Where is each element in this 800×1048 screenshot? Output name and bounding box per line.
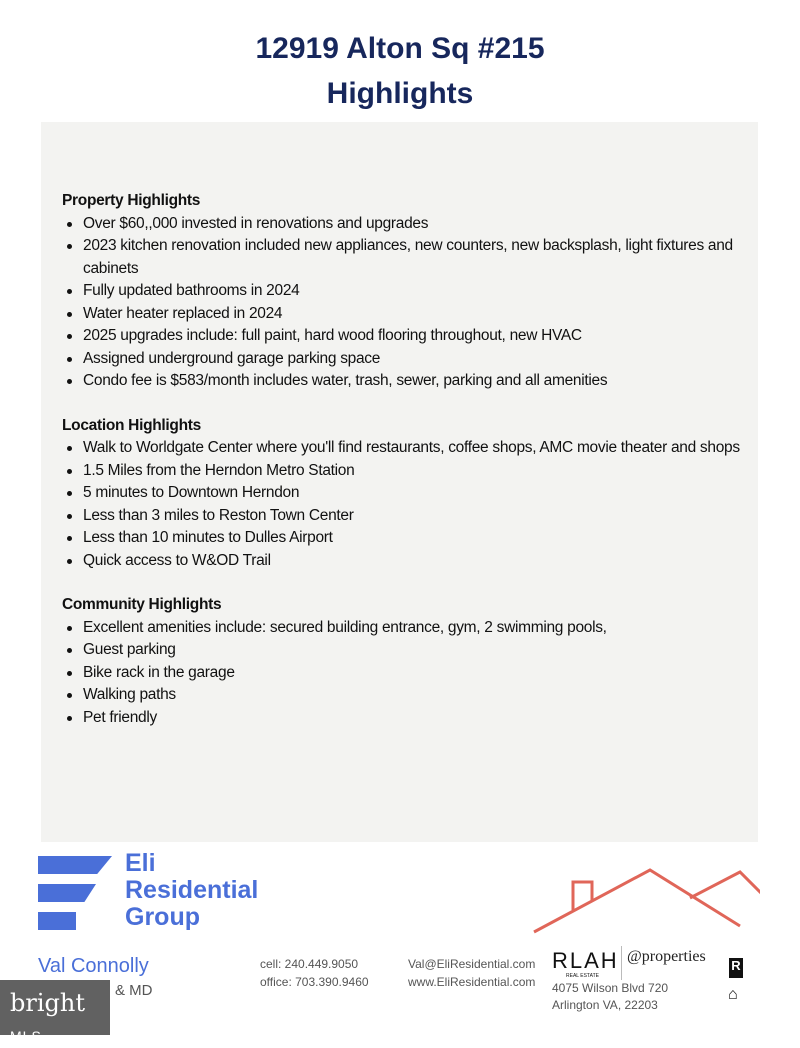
list-item: Walk to Worldgate Center where you'll find restaurants, coffee shops, AMC movie theater and shops	[62, 437, 752, 460]
highlights-content	[62, 190, 752, 751]
list-item: Guest parking	[62, 639, 752, 662]
list-item: 5 minutes to Downtown Herndon	[62, 482, 752, 505]
bullet-list	[62, 437, 752, 572]
logo-bar-icon	[38, 856, 112, 874]
bright-mls-watermark	[0, 980, 110, 1044]
list-item: Condo fee is $583/month includes water, trash, sewer, parking and all amenities	[62, 370, 752, 393]
highlight-section	[62, 594, 752, 729]
highlight-section	[62, 415, 752, 573]
page-subtitle: Highlights	[326, 77, 474, 110]
list-item: Quick access to W&OD Trail	[62, 550, 752, 573]
list-item: Water heater replaced in 2024	[62, 303, 752, 326]
website-link[interactable]: www.EliResidential.com	[408, 975, 536, 989]
bullet-list	[62, 617, 752, 730]
section-heading: Community Highlights	[62, 596, 222, 613]
brand-line: Group	[125, 903, 200, 931]
rlah-sub: REAL ESTATE	[566, 973, 599, 979]
cell-phone[interactable]: cell: 240.449.9050	[260, 957, 359, 971]
list-item: Pet friendly	[62, 707, 752, 730]
address-line-2: Arlington VA, 22203	[552, 998, 658, 1012]
highlight-section	[62, 190, 752, 393]
properties-logo: @properties	[627, 948, 706, 965]
list-item: Bike rack in the garage	[62, 662, 752, 685]
house-roof-icon	[530, 868, 760, 934]
license-text: & MD	[115, 982, 153, 999]
brand-name	[125, 850, 258, 931]
address-line-1: 4075 Wilson Blvd 720	[552, 981, 669, 995]
email-link[interactable]: Val@EliResidential.com	[408, 957, 536, 971]
page-title: 12919 Alton Sq #215	[255, 32, 545, 65]
section-heading: Location Highlights	[62, 416, 201, 434]
realtor-icon: R	[729, 958, 743, 978]
list-item: Excellent amenities include: secured building entrance, gym, 2 swimming pools,	[62, 617, 752, 640]
logo-bar-icon	[38, 884, 96, 902]
brand-line: Eli	[125, 849, 156, 877]
list-item: 2023 kitchen renovation included new appliances, new counters, new backsplash, light fixtures and cabinets	[62, 235, 752, 280]
bullet-list	[62, 213, 752, 393]
list-item: Less than 3 miles to Reston Town Center	[62, 505, 752, 528]
list-item: Less than 10 minutes to Dulles Airport	[62, 527, 752, 550]
agent-name: Val Connolly	[38, 955, 149, 977]
list-item: 2025 upgrades include: full paint, hard wood flooring throughout, new HVAC	[62, 325, 752, 348]
section-heading: Property Highlights	[62, 192, 201, 209]
list-item: Fully updated bathrooms in 2024	[62, 280, 752, 303]
rlah-logo: RLAH	[552, 948, 619, 973]
watermark-sub: MLS	[10, 1028, 42, 1044]
equal-housing-icon: ⌂	[728, 986, 738, 1003]
divider	[621, 946, 622, 980]
watermark-text: bright	[10, 989, 85, 1017]
list-item: Over $60,,000 invested in renovations and upgrades	[62, 213, 752, 236]
list-item: Assigned underground garage parking space	[62, 348, 752, 371]
brand-line: Residential	[125, 876, 259, 904]
list-item: Walking paths	[62, 684, 752, 707]
office-phone[interactable]: office: 703.390.9460	[260, 975, 369, 989]
logo-bar-icon	[38, 912, 76, 930]
list-item: 1.5 Miles from the Herndon Metro Station	[62, 460, 752, 483]
